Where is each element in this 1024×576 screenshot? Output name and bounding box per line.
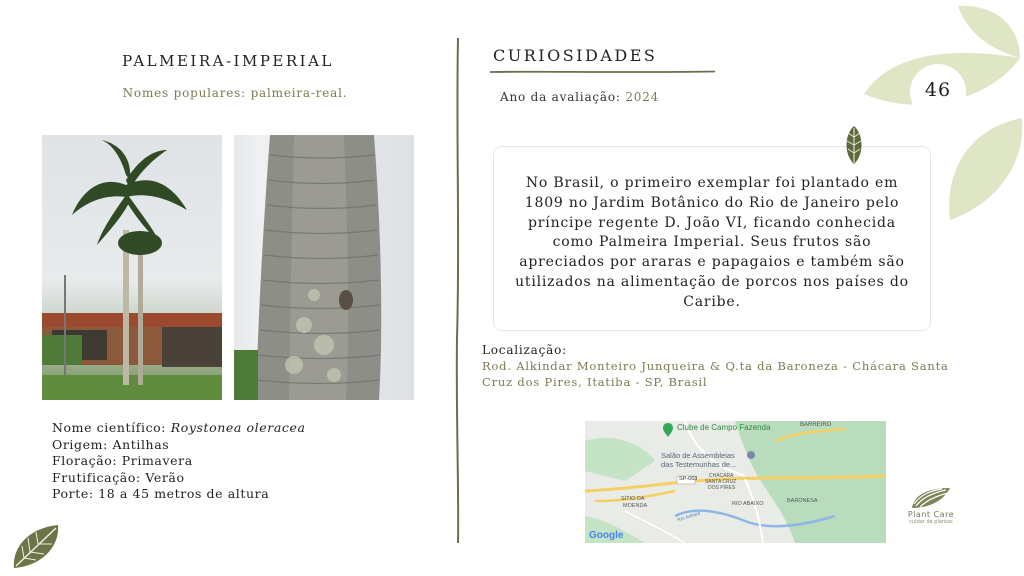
logo-name: Plant Care xyxy=(907,510,955,519)
map-label-road: SP-063 xyxy=(679,476,698,482)
map-label-baronesa: BARONESA xyxy=(787,498,818,504)
location-address: Rod. Alkindar Monteiro Junqueira & Q.ta da Baroneza - Chácara Santa Cruz dos Pires, Itatiba - SP, Brasil xyxy=(482,359,949,389)
vertical-divider xyxy=(455,38,461,543)
year-value: 2024 xyxy=(625,90,660,104)
scientific-name-line xyxy=(52,420,306,437)
map-label-chacara-line3: DOS PIRES xyxy=(708,485,736,491)
fruiting: Frutificação: Verão xyxy=(52,469,185,485)
curiosity-text: No Brasil, o primeiro exemplar foi plantado em 1809 no Jardim Botânico do Rio de Janeiro pelo príncipe regente D. João VI, ficando conhecida como Palmeira Imperial. Seus frutos são apreciados por araras e papagaios e também são utilizados na alimentação de porcos nos países do Caribe. xyxy=(515,175,909,310)
google-logo: Google xyxy=(589,530,624,541)
origin: Origem: Antilhas xyxy=(52,436,170,452)
year-label: Ano da avaliação: xyxy=(500,90,626,104)
palm-tree-photo xyxy=(42,135,222,400)
evaluation-year xyxy=(500,90,659,104)
page-number: 46 xyxy=(910,64,966,120)
size: Porte: 18 a 45 metros de altura xyxy=(52,486,270,501)
palm-trunk-photo xyxy=(234,135,414,400)
map-label-rio-abaixo: RIO ABAIXO xyxy=(732,501,764,507)
plant-care-logo-icon xyxy=(910,486,952,510)
location-label: Localização: xyxy=(482,343,567,357)
map-label-club: Clube de Campo Fazenda xyxy=(677,423,771,432)
map-label-sitio-line2: MOENDA xyxy=(623,503,648,509)
map-label-chacara-line1: CHÁCARA xyxy=(709,473,734,479)
map-label-salao-line1: Salão de Assembleias xyxy=(661,451,735,460)
plant-title: PALMEIRA-IMPERIAL xyxy=(122,52,334,70)
map-label-salao-line2: das Testemunhas de... xyxy=(661,460,737,469)
map-label-chacara-line2: SANTA CRUZ xyxy=(705,479,737,485)
scientific-name: Roystonea oleracea xyxy=(170,420,306,435)
map-label-sitio-line1: SÍTIO DA xyxy=(621,496,645,502)
logo-tagline: cuidar de plantas xyxy=(909,519,953,525)
scientific-name-label: Nome científico: xyxy=(52,420,171,435)
flowering: Floração: Primavera xyxy=(52,453,193,468)
curiosities-title: CURIOSIDADES xyxy=(493,46,658,65)
title-underline xyxy=(490,70,715,74)
map-label-river: Rio Atibaia xyxy=(676,510,702,524)
leaf-icon xyxy=(844,125,864,165)
location-map[interactable] xyxy=(585,421,886,543)
plant-info xyxy=(52,420,306,503)
popular-names: Nomes populares: palmeira-real. xyxy=(122,86,348,100)
leaf-icon-bottom-left xyxy=(10,522,62,572)
map-label-barreiro: BARREIRO xyxy=(800,422,832,428)
